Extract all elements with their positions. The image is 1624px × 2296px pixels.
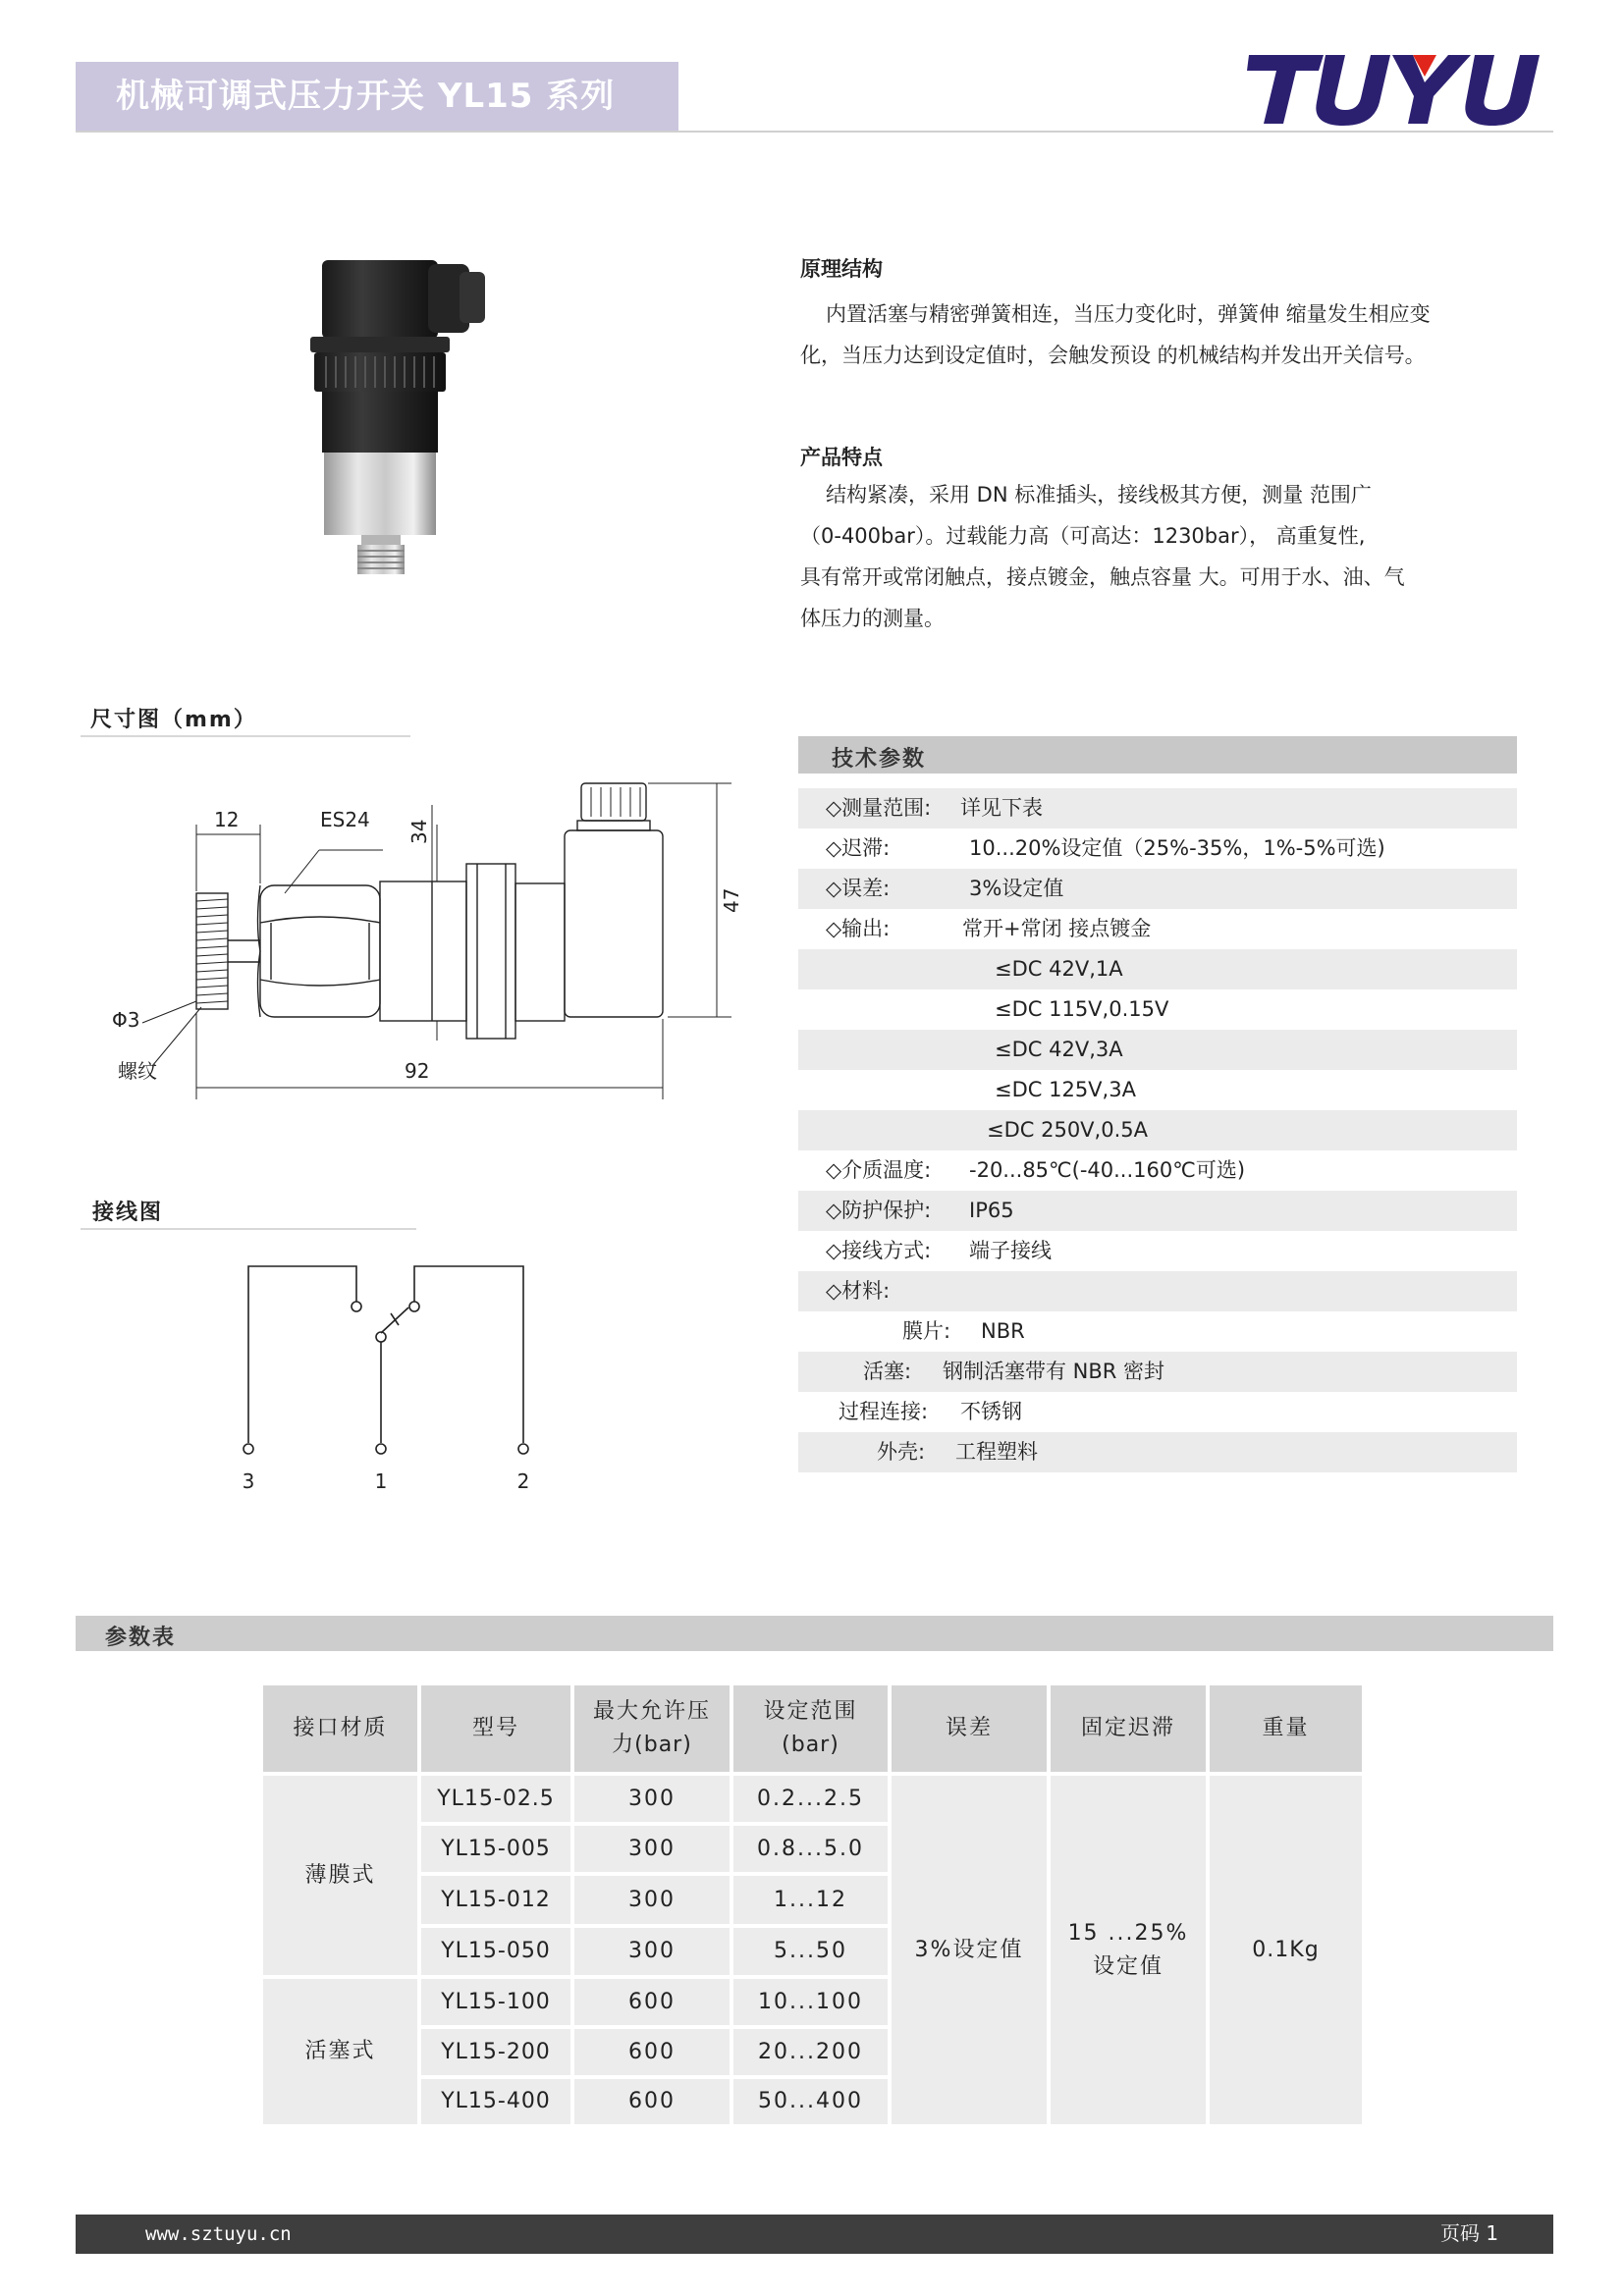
tech-value: ≤DC 42V,1A	[995, 957, 1123, 981]
tech-label: 外壳:	[877, 1440, 926, 1464]
dim-label-47: 47	[720, 887, 743, 913]
tech-row-diaphragm	[798, 1311, 1517, 1352]
terminal-2-label: 2	[516, 1469, 530, 1492]
tech-value: 不锈钢	[960, 1400, 1022, 1423]
col-header-model	[421, 1685, 570, 1772]
range-cell: 5...50	[733, 1928, 888, 1975]
hysteresis-cell	[1051, 1776, 1206, 2124]
dim-label-12: 12	[214, 808, 240, 831]
tech-label: ◇防护保护:	[826, 1199, 932, 1222]
header-text: 接口材质	[293, 1716, 388, 1740]
tech-value: 3%设定值	[969, 877, 1064, 900]
header-text: 设定范围	[763, 1699, 858, 1724]
terminal-3-label: 3	[242, 1469, 255, 1492]
header-text: 最大允许压	[592, 1699, 711, 1724]
header-text: 型号	[471, 1716, 519, 1740]
model-cell: YL15-005	[421, 1826, 570, 1872]
tech-value: 端子接线	[969, 1239, 1052, 1262]
model-cell: YL15-050	[421, 1928, 570, 1975]
range-cell: 0.2...2.5	[733, 1776, 888, 1822]
header-text: 固定迟滞	[1080, 1716, 1175, 1740]
max-pressure-cell: 300	[574, 1826, 730, 1872]
tech-row-hysteresis	[798, 828, 1517, 869]
wiring-underline	[81, 1228, 416, 1230]
tech-value: NBR	[981, 1319, 1025, 1343]
hysteresis-line: 15 ...25%	[1067, 1920, 1189, 1946]
tech-value: 详见下表	[960, 796, 1043, 820]
range-cell: 20...200	[733, 2029, 888, 2075]
tech-value: 工程塑料	[955, 1440, 1038, 1464]
wiring-diagram	[216, 1256, 550, 1492]
tech-row-medium-temp	[798, 1150, 1517, 1191]
features-line: 体压力的测量。	[800, 607, 945, 630]
tech-row-output-rating	[798, 949, 1517, 989]
tech-row-wiring	[798, 1231, 1517, 1271]
wiring-heading: 接线图	[92, 1201, 164, 1225]
features-text	[800, 474, 1488, 639]
tech-value: ≤DC 42V,3A	[995, 1038, 1123, 1061]
col-header-set-range	[733, 1685, 888, 1772]
tech-label: ◇材料:	[826, 1279, 891, 1303]
tech-value: 10...20%设定值（25%-35%，1%-5%可选)	[969, 836, 1385, 860]
col-header-weight	[1210, 1685, 1362, 1772]
error-cell: 3%设定值	[892, 1776, 1047, 2124]
hysteresis-line: 设定值	[1092, 1953, 1164, 1979]
tech-value: -20...85℃(-40...160℃可选)	[969, 1158, 1246, 1182]
tech-value: 常开+常闭 接点镀金	[962, 917, 1152, 940]
dimension-underline	[81, 735, 410, 737]
principle-line: 化，当压力达到设定值时，会触发预设 的机械结构并发出开关信号。	[800, 344, 1426, 367]
features-line: 结构紧凑，采用 DN 标准插头，接线极其方便，测量 范围广	[826, 483, 1372, 507]
tech-label: ◇迟滞:	[826, 836, 891, 860]
tech-row-process-connection	[798, 1392, 1517, 1432]
tech-value: ≤DC 125V,3A	[995, 1078, 1136, 1101]
header-text: 误差	[945, 1716, 993, 1740]
dimension-heading: 尺寸图（mm）	[90, 708, 257, 732]
dim-label-thread: 螺纹	[118, 1059, 157, 1083]
model-cell: YL15-012	[421, 1876, 570, 1924]
tech-row-piston	[798, 1352, 1517, 1392]
tech-label: 过程连接:	[839, 1400, 929, 1423]
tech-value: 钢制活塞带有 NBR 密封	[943, 1360, 1165, 1383]
material-piston: 活塞式	[263, 1979, 417, 2124]
col-header-max-pressure	[574, 1685, 730, 1772]
footer-bar	[76, 2215, 1553, 2254]
tech-label: ◇误差:	[826, 877, 891, 900]
tech-heading: 技术参数	[832, 747, 927, 772]
max-pressure-cell: 600	[574, 2029, 730, 2075]
header-text: (bar)	[782, 1733, 839, 1757]
header-text: 重量	[1262, 1716, 1310, 1740]
range-cell: 50...400	[733, 2079, 888, 2124]
max-pressure-cell: 600	[574, 2079, 730, 2124]
product-photo	[295, 250, 520, 584]
tech-label: ◇接线方式:	[826, 1239, 932, 1262]
dim-label-es24: ES24	[320, 808, 370, 831]
principle-text	[800, 294, 1488, 376]
col-header-error	[892, 1685, 1047, 1772]
dimension-drawing	[98, 766, 746, 1099]
material-diaphragm: 薄膜式	[263, 1776, 417, 1975]
footer-url[interactable]: www.sztuyu.cn	[145, 2223, 292, 2245]
max-pressure-cell: 600	[574, 1979, 730, 2025]
page-title: 机械可调式压力开关 YL15 系列	[116, 77, 616, 116]
range-cell: 1...12	[733, 1876, 888, 1924]
features-line: 具有常开或常闭触点，接点镀金，触点容量 大。可用于水、油、气	[800, 565, 1405, 589]
range-cell: 0.8...5.0	[733, 1826, 888, 1872]
features-heading: 产品特点	[800, 446, 883, 469]
model-cell: YL15-100	[421, 1979, 570, 2025]
weight-cell: 0.1Kg	[1210, 1776, 1362, 2124]
col-header-hysteresis	[1051, 1685, 1206, 1772]
col-header-material	[263, 1685, 417, 1772]
model-cell: YL15-200	[421, 2029, 570, 2075]
max-pressure-cell: 300	[574, 1876, 730, 1924]
tech-row-output-rating	[798, 989, 1517, 1030]
params-heading: 参数表	[105, 1626, 177, 1650]
tech-row-error	[798, 869, 1517, 909]
tech-row-protection	[798, 1191, 1517, 1231]
model-cell: YL15-400	[421, 2079, 570, 2124]
model-cell: YL15-02.5	[421, 1776, 570, 1822]
dim-label-92: 92	[405, 1059, 430, 1083]
tech-row-output-rating	[798, 1110, 1517, 1150]
tech-label: ◇测量范围:	[826, 796, 932, 820]
tech-row-material	[798, 1271, 1517, 1311]
tech-heading-bar	[798, 736, 1517, 774]
features-line: （0-400bar）。过载能力高（可高达：1230bar）， 高重复性,	[800, 524, 1366, 548]
tech-row-range	[798, 788, 1517, 828]
tech-label: 活塞:	[863, 1360, 912, 1383]
tech-row-output-rating	[798, 1030, 1517, 1070]
tech-value: IP65	[969, 1199, 1014, 1222]
tech-row-output-rating	[798, 1070, 1517, 1110]
max-pressure-cell: 300	[574, 1776, 730, 1822]
tech-value: ≤DC 115V,0.15V	[995, 997, 1169, 1021]
terminal-1-label: 1	[374, 1469, 388, 1492]
range-cell: 10...100	[733, 1979, 888, 2025]
dim-label-phi3: Φ3	[112, 1008, 140, 1032]
page-number: 页码 1	[1440, 2221, 1499, 2245]
principle-heading: 原理结构	[800, 257, 883, 281]
max-pressure-cell: 300	[574, 1928, 730, 1975]
tech-value: ≤DC 250V,0.5A	[987, 1118, 1148, 1142]
tech-row-output	[798, 909, 1517, 949]
params-heading-bar	[76, 1616, 1553, 1651]
principle-line: 内置活塞与精密弹簧相连，当压力变化时，弹簧伸 缩量发生相应变	[826, 302, 1431, 326]
dim-label-34: 34	[407, 819, 431, 844]
tech-label: ◇输出:	[826, 917, 891, 940]
tech-row-housing	[798, 1432, 1517, 1472]
tech-label: 膜片:	[902, 1319, 951, 1343]
tech-label: ◇介质温度:	[826, 1158, 932, 1182]
tuyu-logo	[1247, 47, 1555, 132]
header-text: 力(bar)	[612, 1733, 692, 1757]
